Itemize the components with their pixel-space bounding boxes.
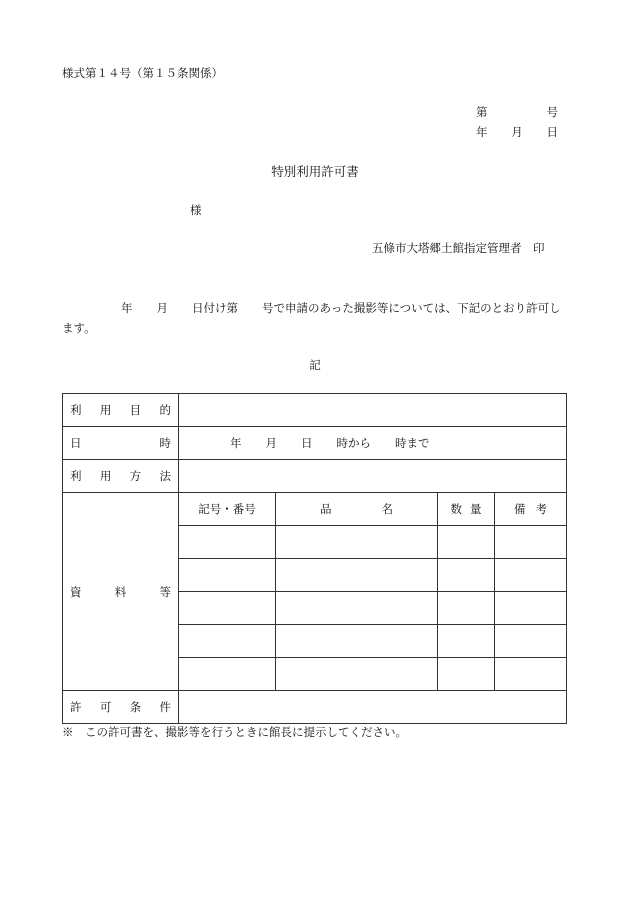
number-prefix: 第 bbox=[476, 105, 488, 119]
issuer-line: 五條市大塔郷土館指定管理者 印 bbox=[372, 241, 545, 255]
date-day: 日 bbox=[546, 125, 558, 139]
quantity-cell[interactable] bbox=[438, 526, 495, 559]
materials-label: 資 料 等 bbox=[63, 493, 179, 691]
code-cell[interactable] bbox=[179, 625, 276, 658]
item-name-cell[interactable] bbox=[276, 592, 438, 625]
item-name-cell[interactable] bbox=[276, 658, 438, 691]
header-quantity: 数 量 bbox=[438, 493, 495, 526]
conditions-label: 許 可 条 件 bbox=[63, 691, 179, 724]
datetime-row bbox=[63, 427, 567, 460]
quantity-cell[interactable] bbox=[438, 658, 495, 691]
body-text: 号で申請のあった撮影等については、下記のとおり許可します。 bbox=[62, 301, 561, 335]
conditions-value[interactable] bbox=[179, 691, 567, 724]
body-month: 月 bbox=[156, 301, 168, 315]
item-name-cell[interactable] bbox=[276, 625, 438, 658]
remarks-cell[interactable] bbox=[495, 526, 567, 559]
datetime-label: 日 時 bbox=[63, 427, 179, 460]
issue-date-line bbox=[476, 124, 558, 140]
permit-table bbox=[62, 393, 567, 724]
quantity-cell[interactable] bbox=[438, 559, 495, 592]
header-item-name: 品 名 bbox=[276, 493, 438, 526]
conditions-row bbox=[63, 691, 567, 724]
remarks-cell[interactable] bbox=[495, 625, 567, 658]
remarks-cell[interactable] bbox=[495, 592, 567, 625]
item-name-cell[interactable] bbox=[276, 559, 438, 592]
body-paragraph bbox=[62, 298, 570, 338]
footnote: ※ この許可書を、撮影等を行うときに館長に提示してください。 bbox=[62, 725, 407, 739]
form-number: 様式第１４号（第１５条関係） bbox=[62, 66, 223, 80]
code-cell[interactable] bbox=[179, 592, 276, 625]
method-value[interactable] bbox=[179, 460, 567, 493]
quantity-cell[interactable] bbox=[438, 592, 495, 625]
purpose-label: 利 用 目 的 bbox=[63, 394, 179, 427]
code-cell[interactable] bbox=[179, 559, 276, 592]
header-code: 記号・番号 bbox=[179, 493, 276, 526]
body-day-ref: 日付け第 bbox=[192, 301, 238, 315]
purpose-row bbox=[63, 394, 567, 427]
code-cell[interactable] bbox=[179, 526, 276, 559]
number-suffix: 号 bbox=[546, 105, 558, 119]
permit-number-line bbox=[476, 104, 558, 120]
body-year: 年 bbox=[121, 301, 133, 315]
date-month: 月 bbox=[511, 125, 523, 139]
date-year: 年 bbox=[476, 125, 488, 139]
header-remarks: 備 考 bbox=[495, 493, 567, 526]
materials-header-row bbox=[63, 493, 567, 526]
quantity-cell[interactable] bbox=[438, 625, 495, 658]
addressee-suffix: 様 bbox=[190, 203, 202, 217]
code-cell[interactable] bbox=[179, 658, 276, 691]
document-title: 特別利用許可書 bbox=[271, 164, 359, 179]
ki-heading: 記 bbox=[309, 358, 321, 372]
item-name-cell[interactable] bbox=[276, 526, 438, 559]
method-label: 利 用 方 法 bbox=[63, 460, 179, 493]
remarks-cell[interactable] bbox=[495, 658, 567, 691]
method-row bbox=[63, 460, 567, 493]
purpose-value[interactable] bbox=[179, 394, 567, 427]
datetime-value[interactable]: 年 月 日 時から 時まで bbox=[179, 427, 567, 460]
remarks-cell[interactable] bbox=[495, 559, 567, 592]
